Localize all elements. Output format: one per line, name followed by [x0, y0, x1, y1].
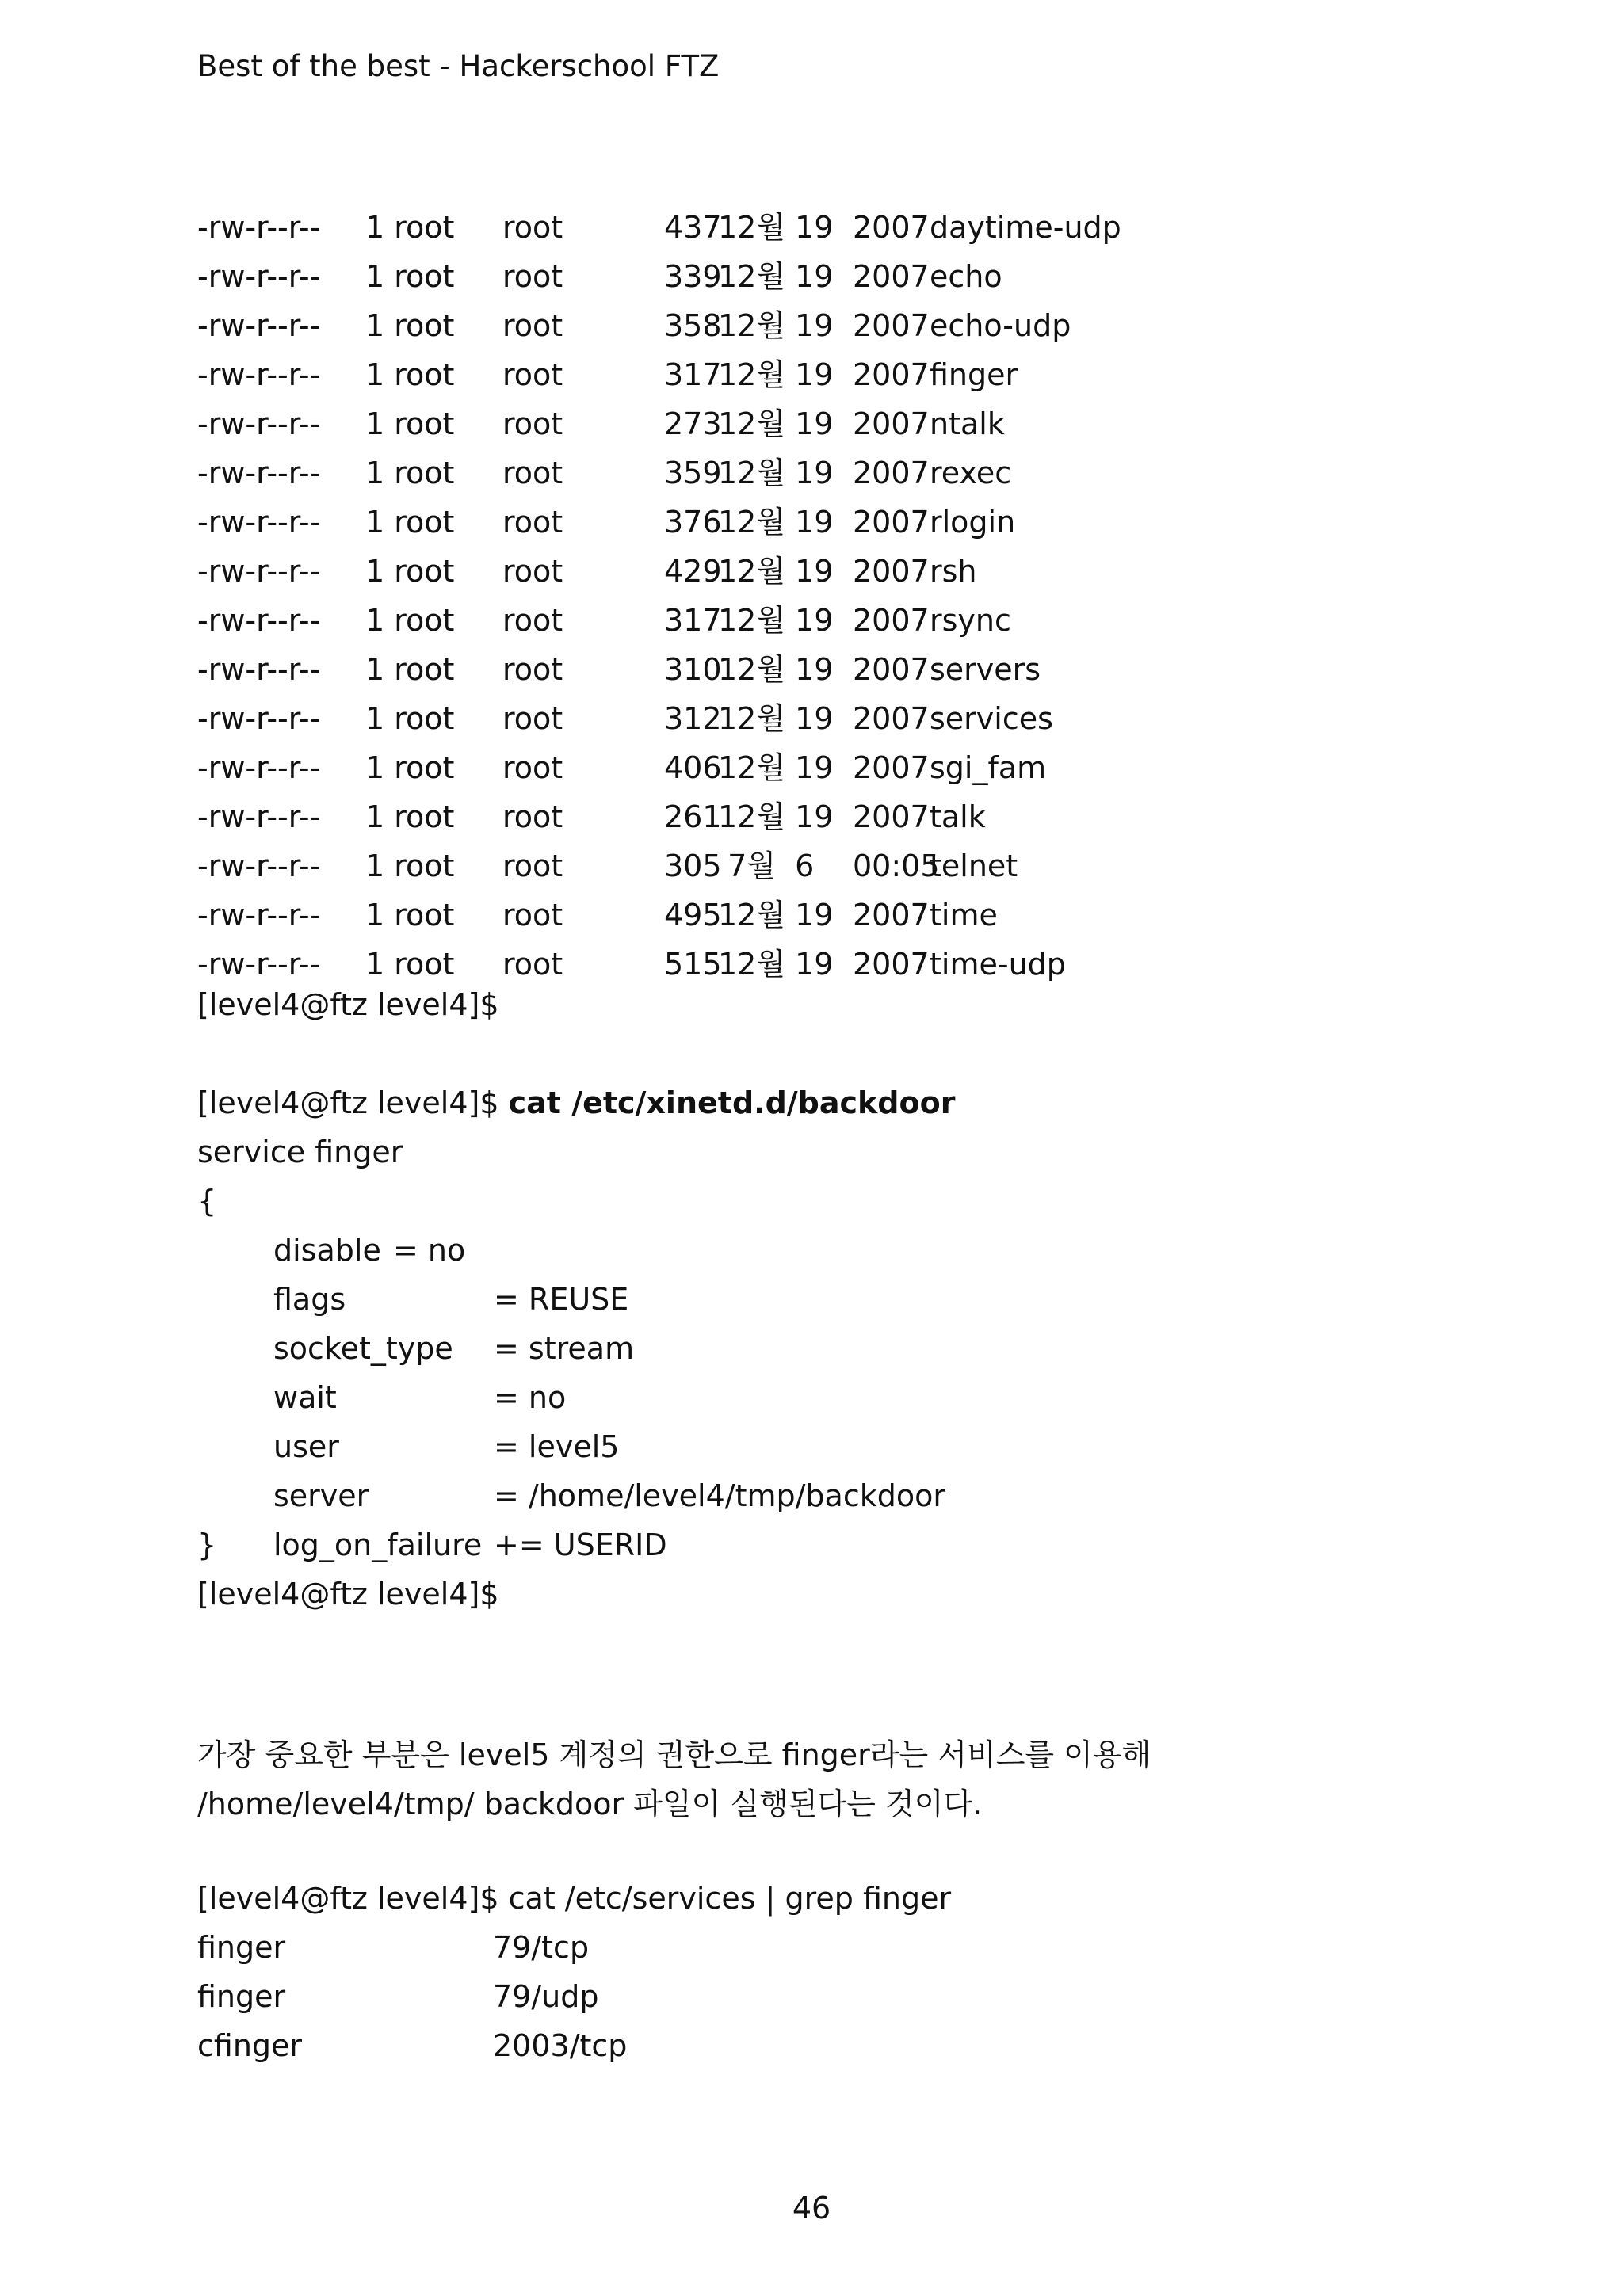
ls-size: 515 [664, 947, 722, 982]
ls-time: 2007 [853, 406, 930, 441]
config-key: log_on_failure [273, 1527, 483, 1562]
ls-links: 1 root [365, 406, 455, 441]
ls-date: 12월 19 [718, 357, 834, 392]
ls-date: 12월 19 [718, 308, 834, 343]
ls-name: time [930, 898, 998, 933]
config-key: socket_type [273, 1331, 453, 1366]
service-port: 2003/tcp [493, 2028, 628, 2063]
ls-size: 310 [664, 652, 722, 687]
ls-size: 317 [664, 357, 722, 392]
ls-links: 1 root [365, 456, 455, 490]
config-value: = no [393, 1233, 466, 1268]
config-key: disable [273, 1233, 381, 1268]
ls-time: 2007 [853, 505, 930, 540]
ls-name: daytime-udp [930, 210, 1121, 245]
command-line-cat-backdoor [197, 1078, 955, 1127]
ls-links: 1 root [365, 701, 455, 736]
ls-links: 1 root [365, 947, 455, 982]
ls-time: 2007 [853, 898, 930, 933]
config-key: flags [273, 1282, 346, 1317]
service-port: 79/udp [493, 1979, 599, 2014]
ls-size: 312 [664, 701, 722, 736]
prompt: [level4@ftz level4]$ [197, 1881, 499, 1916]
ls-date: 12월 19 [718, 406, 834, 441]
ls-perm: -rw-r--r-- [197, 898, 321, 933]
ls-time: 2007 [853, 308, 930, 343]
ls-group: root [502, 849, 563, 883]
ls-group: root [502, 210, 563, 245]
close-brace: } [197, 1527, 217, 1562]
ls-name: sgi_fam [930, 750, 1047, 785]
ls-group: root [502, 406, 563, 441]
ls-perm: -rw-r--r-- [197, 308, 321, 343]
ls-name: telnet [930, 849, 1018, 883]
ls-perm: -rw-r--r-- [197, 603, 321, 638]
ls-name: rsh [930, 554, 977, 589]
command-text: cat /etc/services | grep finger [508, 1881, 952, 1916]
ls-size: 406 [664, 750, 722, 785]
prompt-line [197, 980, 499, 1029]
ls-name: echo [930, 259, 1002, 294]
ls-name: finger [930, 357, 1018, 392]
config-value: = /home/level4/tmp/backdoor [494, 1478, 945, 1513]
ls-name: echo-udp [930, 308, 1071, 343]
ls-links: 1 root [365, 554, 455, 589]
ls-time: 2007 [853, 210, 930, 245]
ls-group: root [502, 701, 563, 736]
ls-group: root [502, 456, 563, 490]
ls-perm: -rw-r--r-- [197, 701, 321, 736]
ls-links: 1 root [365, 799, 455, 834]
ls-name: services [930, 701, 1053, 736]
ls-group: root [502, 554, 563, 589]
service-line: service finger [197, 1135, 403, 1169]
config-value: = level5 [494, 1429, 620, 1464]
config-value: = REUSE [494, 1282, 629, 1317]
ls-perm: -rw-r--r-- [197, 947, 321, 982]
service-name: cfinger [197, 2028, 303, 2063]
ls-time: 2007 [853, 603, 930, 638]
ls-date: 12월 19 [718, 603, 834, 638]
ls-date: 7월 6 [718, 849, 815, 883]
ls-time: 2007 [853, 947, 930, 982]
ls-perm: -rw-r--r-- [197, 799, 321, 834]
ls-links: 1 root [365, 210, 455, 245]
ls-size: 305 [664, 849, 722, 883]
ls-perm: -rw-r--r-- [197, 406, 321, 441]
ls-perm: -rw-r--r-- [197, 210, 321, 245]
config-key: user [273, 1429, 339, 1464]
ls-name: ntalk [930, 406, 1005, 441]
ls-links: 1 root [365, 849, 455, 883]
ls-perm: -rw-r--r-- [197, 849, 321, 883]
ls-size: 437 [664, 210, 722, 245]
ls-group: root [502, 505, 563, 540]
ls-links: 1 root [365, 505, 455, 540]
ls-size: 495 [664, 898, 722, 933]
ls-perm: -rw-r--r-- [197, 554, 321, 589]
ls-time: 2007 [853, 456, 930, 490]
ls-perm: -rw-r--r-- [197, 456, 321, 490]
ls-links: 1 root [365, 898, 455, 933]
ls-perm: -rw-r--r-- [197, 259, 321, 294]
ls-group: root [502, 603, 563, 638]
ls-perm: -rw-r--r-- [197, 750, 321, 785]
config-value: = no [494, 1380, 567, 1415]
ls-time: 2007 [853, 799, 930, 834]
ls-date: 12월 19 [718, 456, 834, 490]
ls-size: 273 [664, 406, 722, 441]
explanation-paragraph: 가장 중요한 부분은 level5 계정의 권한으로 finger라는 서비스를 이용해 /home/level4/tmp/ backdoor 파일이 실행된다는 것이다. [197, 1737, 1151, 1821]
ls-size: 358 [664, 308, 722, 343]
page-number: 46 [792, 2191, 831, 2225]
ls-perm: -rw-r--r-- [197, 505, 321, 540]
config-value: = stream [494, 1331, 635, 1366]
command-line-grep-finger [197, 1874, 951, 1923]
ls-group: root [502, 308, 563, 343]
ls-perm: -rw-r--r-- [197, 652, 321, 687]
ls-date: 12월 19 [718, 554, 834, 589]
ls-name: rsync [930, 603, 1011, 638]
ls-size: 376 [664, 505, 722, 540]
ls-group: root [502, 259, 563, 294]
ls-time: 2007 [853, 750, 930, 785]
ls-name: rlogin [930, 505, 1016, 540]
ls-links: 1 root [365, 750, 455, 785]
ls-date: 12월 19 [718, 750, 834, 785]
ls-links: 1 root [365, 652, 455, 687]
ls-size: 317 [664, 603, 722, 638]
config-value: += USERID [494, 1527, 667, 1562]
ls-size: 261 [664, 799, 722, 834]
ls-date: 12월 19 [718, 652, 834, 687]
ls-name: time-udp [930, 947, 1066, 982]
ls-group: root [502, 652, 563, 687]
ls-size: 429 [664, 554, 722, 589]
ls-group: root [502, 799, 563, 834]
open-brace: { [197, 1184, 217, 1219]
prompt: [level4@ftz level4]$ [197, 1577, 499, 1611]
ls-date: 12월 19 [718, 898, 834, 933]
ls-time: 2007 [853, 652, 930, 687]
ls-time: 00:05 [853, 849, 940, 883]
ls-links: 1 root [365, 603, 455, 638]
ls-group: root [502, 898, 563, 933]
ls-group: root [502, 947, 563, 982]
ls-date: 12월 19 [718, 210, 834, 245]
ls-name: rexec [930, 456, 1012, 490]
ls-date: 12월 19 [718, 259, 834, 294]
page-header: Best of the best - Hackerschool FTZ [197, 49, 720, 83]
ls-date: 12월 19 [718, 701, 834, 736]
ls-date: 12월 19 [718, 505, 834, 540]
config-key: server [273, 1478, 369, 1513]
ls-time: 2007 [853, 357, 930, 392]
ls-size: 339 [664, 259, 722, 294]
ls-time: 2007 [853, 554, 930, 589]
command-text: cat /etc/xinetd.d/backdoor [508, 1085, 956, 1120]
prompt: [level4@ftz level4]$ [197, 1085, 499, 1120]
ls-group: root [502, 357, 563, 392]
prompt: [level4@ftz level4]$ [197, 987, 499, 1022]
ls-time: 2007 [853, 701, 930, 736]
prompt-line [197, 1569, 499, 1619]
ls-date: 12월 19 [718, 799, 834, 834]
ls-links: 1 root [365, 357, 455, 392]
ls-name: talk [930, 799, 986, 834]
service-name: finger [197, 1979, 286, 2014]
service-name: finger [197, 1930, 286, 1965]
ls-perm: -rw-r--r-- [197, 357, 321, 392]
ls-size: 359 [664, 456, 722, 490]
config-key: wait [273, 1380, 337, 1415]
ls-links: 1 root [365, 259, 455, 294]
ls-name: servers [930, 652, 1041, 687]
ls-group: root [502, 750, 563, 785]
ls-links: 1 root [365, 308, 455, 343]
ls-time: 2007 [853, 259, 930, 294]
ls-date: 12월 19 [718, 947, 834, 982]
service-port: 79/tcp [493, 1930, 590, 1965]
